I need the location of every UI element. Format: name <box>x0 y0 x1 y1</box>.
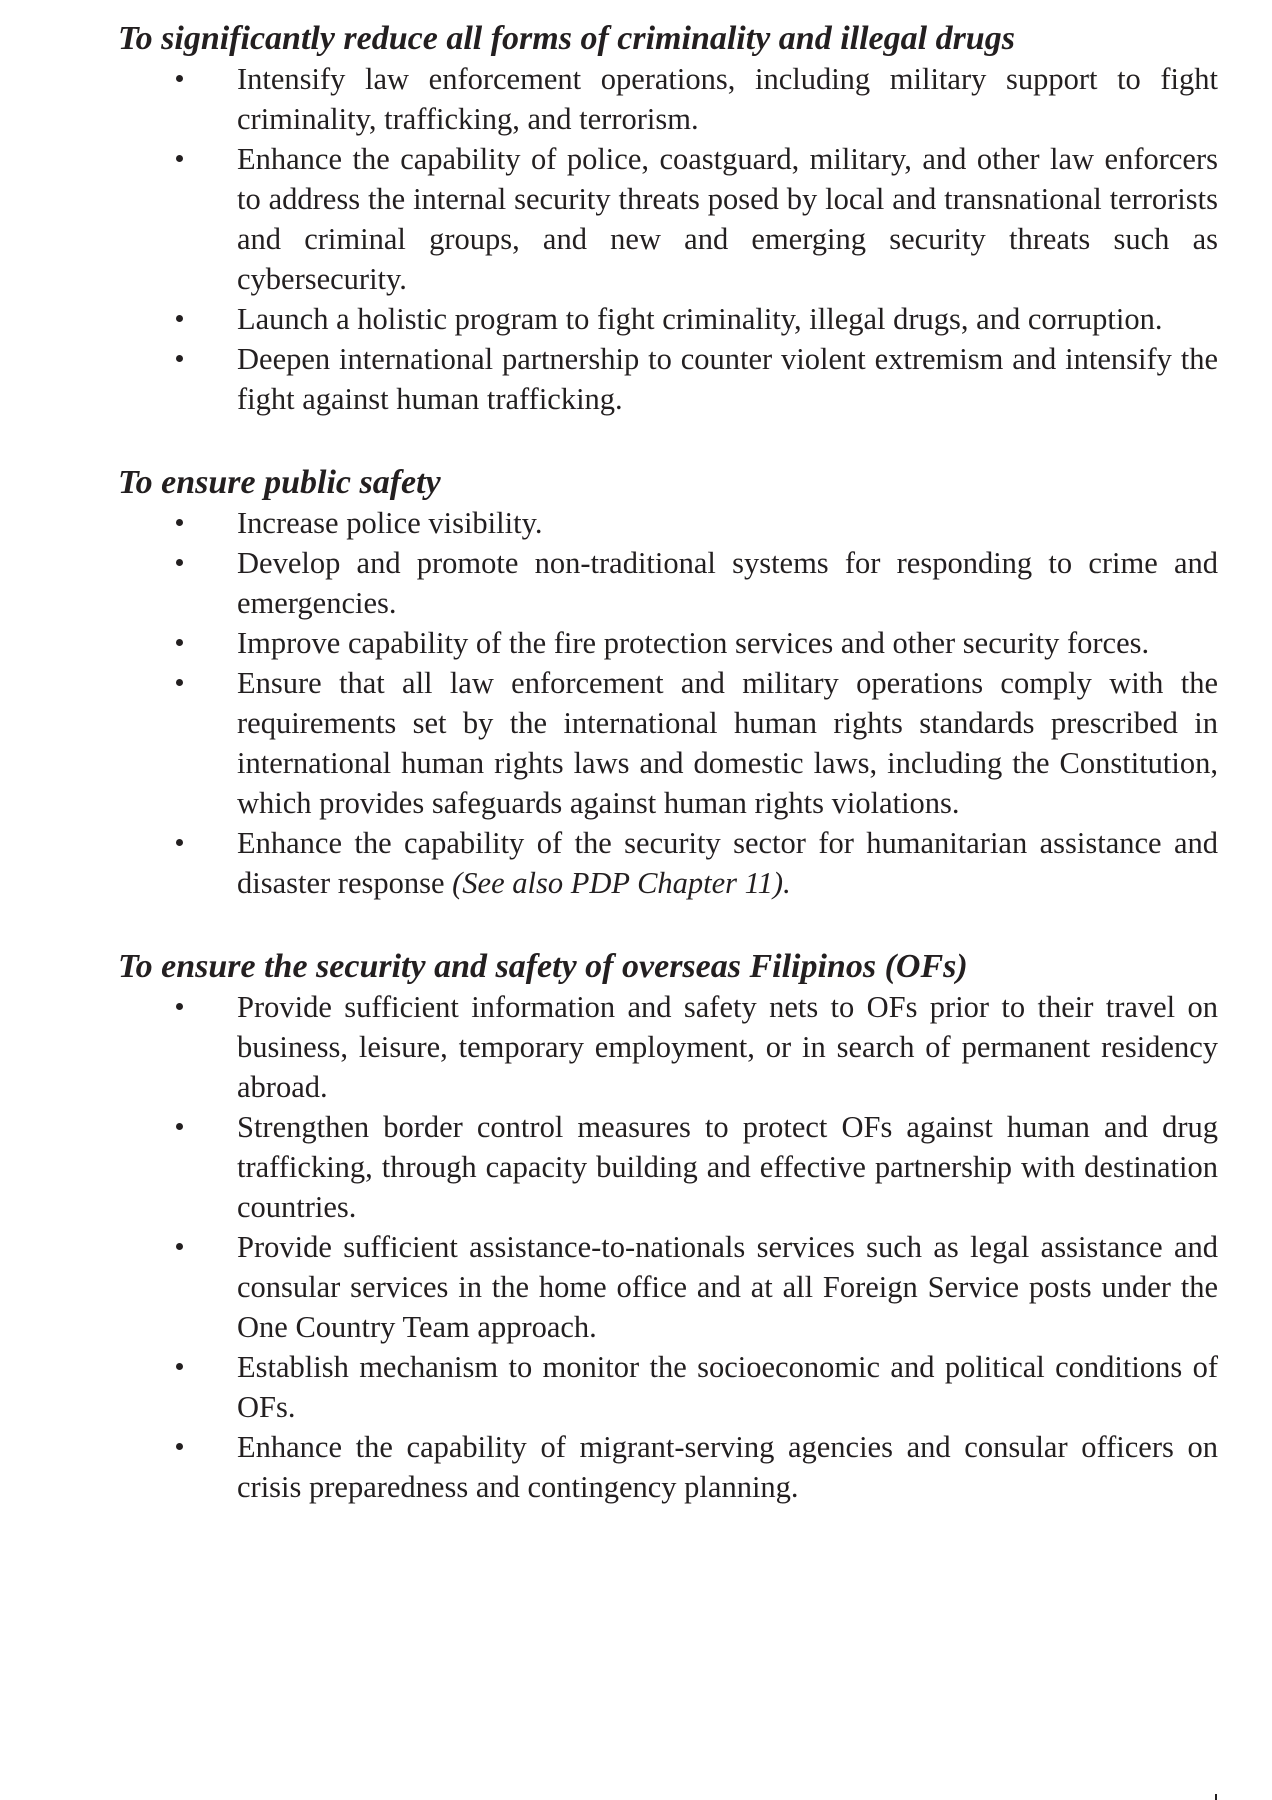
bullet-icon <box>176 839 183 846</box>
bullet-icon <box>176 1123 183 1130</box>
section-heading: To ensure public safety <box>118 464 441 501</box>
bullet-icon <box>176 679 183 686</box>
list-item: Deepen international partnership to counter violent extremism and intensify the fight against human trafficking. <box>118 339 1218 419</box>
list-item: Establish mechanism to monitor the socioeconomic and political conditions of OFs. <box>118 1347 1218 1427</box>
list-item: Launch a holistic program to fight criminality, illegal drugs, and corruption. <box>118 299 1218 339</box>
page-edge-mark <box>1215 1794 1217 1800</box>
bullet-icon <box>176 1443 183 1450</box>
bullet-icon <box>176 1243 183 1250</box>
bullet-list <box>118 59 1218 419</box>
bullet-icon <box>176 315 183 322</box>
list-item: Provide sufficient information and safety nets to OFs prior to their travel on business, leisure, temporary employment, or in search of permanent residency abroad. <box>118 987 1218 1107</box>
list-item: Enhance the capability of migrant-serving agencies and consular officers on crisis preparedness and contingency planning. <box>118 1427 1218 1507</box>
bullet-list <box>118 987 1218 1507</box>
list-item: Develop and promote non-traditional systems for responding to crime and emergencies. <box>118 543 1218 623</box>
list-item: Intensify law enforcement operations, including military support to fight criminality, trafficking, and terrorism. <box>118 59 1218 139</box>
section-overseas-filipinos <box>118 947 1218 1507</box>
list-item: Enhance the capability of police, coastguard, military, and other law enforcers to address the internal security threats posed by local and transnational terrorists and criminal groups, and new and emerging security threats such as cybersecurity. <box>118 139 1218 299</box>
bullet-icon <box>176 559 183 566</box>
chapter-reference-note: (See also PDP Chapter 11). <box>452 866 791 900</box>
list-item: Provide sufficient assistance-to-nationals services such as legal assistance and consular services in the home office and at all Foreign Service posts under the One Country Team approach. <box>118 1227 1218 1347</box>
section-heading: To significantly reduce all forms of criminality and illegal drugs <box>118 20 1015 57</box>
section-heading: To ensure the security and safety of overseas Filipinos (OFs) <box>118 948 968 985</box>
section-reduce-criminality <box>118 19 1218 419</box>
bullet-icon <box>176 155 183 162</box>
bullet-icon <box>176 355 183 362</box>
section-public-safety <box>118 463 1218 903</box>
list-item: Enhance the capability of the security sector for humanitarian assistance and disaster response (See also PDP Chapter 11). <box>118 823 1218 903</box>
bullet-icon <box>176 519 183 526</box>
list-item: Strengthen border control measures to protect OFs against human and drug trafficking, through capacity building and effective partnership with destination countries. <box>118 1107 1218 1227</box>
bullet-icon <box>176 75 183 82</box>
bullet-icon <box>176 1003 183 1010</box>
bullet-icon <box>176 1363 183 1370</box>
bullet-list <box>118 503 1218 903</box>
bullet-icon <box>176 639 183 646</box>
list-item: Ensure that all law enforcement and military operations comply with the requirements set by the international human rights standards prescribed in international human rights laws and domestic laws, including the Constitution, which provides safeguards against human rights violations. <box>118 663 1218 823</box>
list-item: Improve capability of the fire protection services and other security forces. <box>118 623 1218 663</box>
list-item: Increase police visibility. <box>118 503 1218 543</box>
